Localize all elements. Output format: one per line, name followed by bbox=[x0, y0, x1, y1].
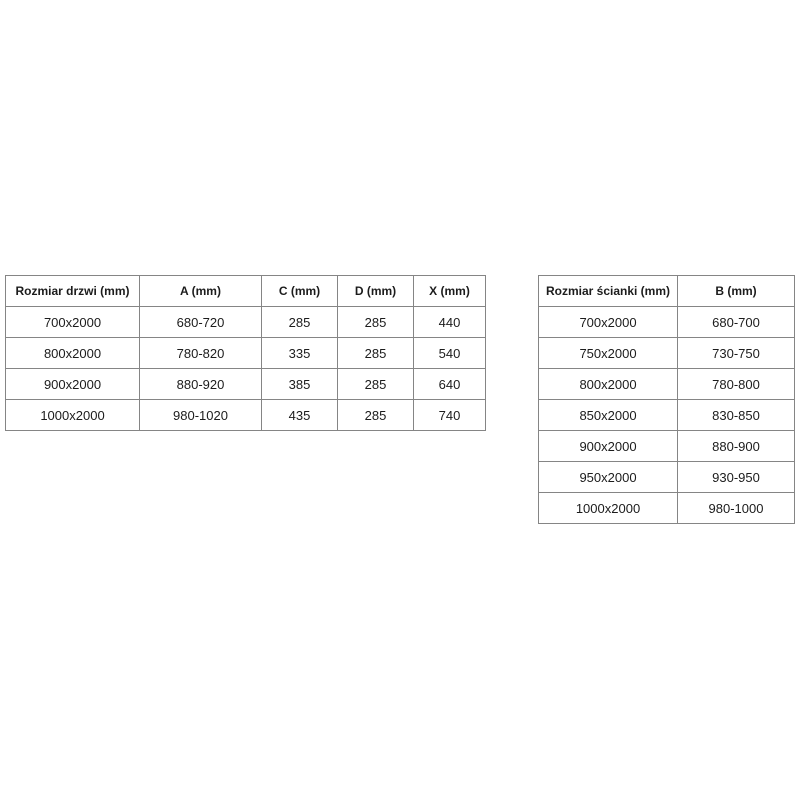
door-sizes-table bbox=[5, 275, 486, 431]
table-cell: 680-720 bbox=[140, 307, 262, 338]
table-cell: 440 bbox=[414, 307, 486, 338]
header-cell: D (mm) bbox=[338, 276, 414, 307]
header-cell: Rozmiar drzwi (mm) bbox=[6, 276, 140, 307]
table-cell: 540 bbox=[414, 338, 486, 369]
table-cell: 880-900 bbox=[678, 431, 795, 462]
header-cell: A (mm) bbox=[140, 276, 262, 307]
table-cell: 285 bbox=[338, 369, 414, 400]
table-cell: 740 bbox=[414, 400, 486, 431]
table-cell: 1000x2000 bbox=[6, 400, 140, 431]
table-cell: 335 bbox=[262, 338, 338, 369]
table-cell: 850x2000 bbox=[539, 400, 678, 431]
table-cell: 880-920 bbox=[140, 369, 262, 400]
table-cell: 285 bbox=[262, 307, 338, 338]
table-row bbox=[539, 400, 795, 431]
table-cell: 980-1000 bbox=[678, 493, 795, 524]
table-row bbox=[539, 431, 795, 462]
table-row bbox=[539, 493, 795, 524]
table-row bbox=[539, 338, 795, 369]
wall-sizes-header-row bbox=[539, 276, 795, 307]
table-cell: 285 bbox=[338, 338, 414, 369]
table-cell: 435 bbox=[262, 400, 338, 431]
table-cell: 900x2000 bbox=[6, 369, 140, 400]
header-cell: Rozmiar ścianki (mm) bbox=[539, 276, 678, 307]
table-cell: 730-750 bbox=[678, 338, 795, 369]
table-cell: 750x2000 bbox=[539, 338, 678, 369]
header-cell: X (mm) bbox=[414, 276, 486, 307]
table-cell: 780-800 bbox=[678, 369, 795, 400]
table-row bbox=[6, 307, 486, 338]
table-row bbox=[6, 400, 486, 431]
header-cell: C (mm) bbox=[262, 276, 338, 307]
table-cell: 385 bbox=[262, 369, 338, 400]
table-cell: 830-850 bbox=[678, 400, 795, 431]
table-cell: 700x2000 bbox=[6, 307, 140, 338]
table-cell: 950x2000 bbox=[539, 462, 678, 493]
door-sizes-header-row bbox=[6, 276, 486, 307]
table-cell: 640 bbox=[414, 369, 486, 400]
table-row bbox=[539, 307, 795, 338]
table-cell: 780-820 bbox=[140, 338, 262, 369]
table-cell: 285 bbox=[338, 400, 414, 431]
table-cell: 800x2000 bbox=[539, 369, 678, 400]
table-row bbox=[539, 369, 795, 400]
table-cell: 680-700 bbox=[678, 307, 795, 338]
wall-sizes-table bbox=[538, 275, 795, 524]
table-cell: 285 bbox=[338, 307, 414, 338]
table-cell: 1000x2000 bbox=[539, 493, 678, 524]
table-row bbox=[6, 369, 486, 400]
header-cell: B (mm) bbox=[678, 276, 795, 307]
table-cell: 700x2000 bbox=[539, 307, 678, 338]
table-row bbox=[539, 462, 795, 493]
table-cell: 900x2000 bbox=[539, 431, 678, 462]
table-row bbox=[6, 338, 486, 369]
table-cell: 980-1020 bbox=[140, 400, 262, 431]
table-cell: 930-950 bbox=[678, 462, 795, 493]
table-cell: 800x2000 bbox=[6, 338, 140, 369]
